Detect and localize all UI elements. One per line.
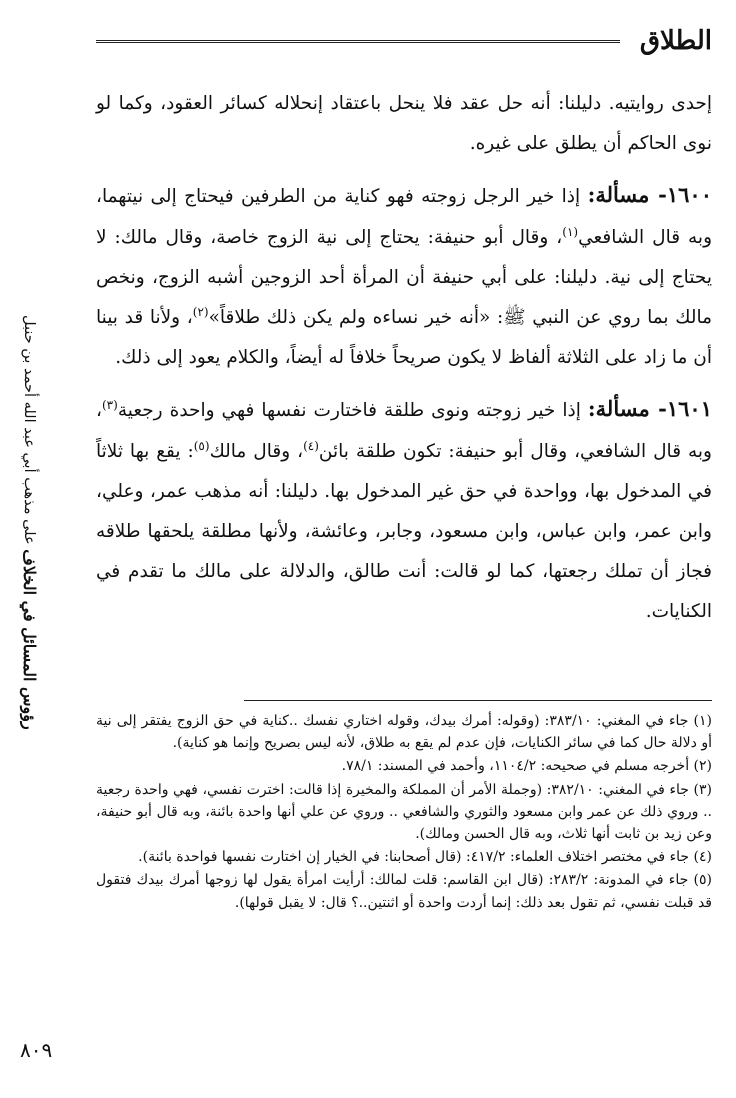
- running-header: [96, 24, 712, 58]
- footnote-ref-2[interactable]: (٢): [192, 304, 209, 319]
- header-rule: [96, 40, 620, 43]
- footnote-ref-5[interactable]: (٥): [193, 438, 210, 453]
- footnote-separator: [244, 700, 712, 701]
- issue-1600-text: ، وقال أبو حنيفة: يحتاج إلى نية الزوج خاصة، وقال مالك: لا يحتاج إلى نية. دليلنا: على أبي حنيفة أن المرأة أحد الزوجين أشبه الزوج، ونخص مالك بما روي عن النبي ﷺ: «أنه خير نساءه ولم يكن ذلك طلاقاً»: [96, 226, 713, 329]
- issue-1601-text: ، وقال مالك: [209, 440, 304, 462]
- footnote-ref-1[interactable]: (١): [562, 224, 579, 239]
- issue-1601-paragraph: [96, 389, 712, 632]
- issue-1601-text: ، وبه قال الشافعي، وقال أبو حنيفة: تكون طلقة بائن: [96, 400, 712, 462]
- issue-1601-text: إذا خير زوجته ونوى طلقة فاختارت نفسها فهي واحدة رجعية: [117, 400, 581, 422]
- issue-1600-paragraph: [96, 175, 712, 378]
- issue-1600-text: إذا خير الرجل زوجته فهو كناية من الطرفين فيحتاج إلى نيتهما، وبه قال الشافعي: [96, 186, 712, 248]
- main-text: [96, 84, 712, 633]
- footnote-5: (٥) جاء في المدونة: ٢٨٣/٢: (قال ابن القاسم: قلت لمالك: أرأيت امرأة يقول لها زوجها أمرك بيدك فتقول قد قبلت نفسي، ثم تقول بعد ذلك: إنما أردت واحدة أو اثنتين..؟ قال: لا يقبل قولها).: [96, 872, 713, 911]
- footnotes: [96, 710, 712, 915]
- book-title-side: [2, 315, 39, 730]
- issue-1600-text: ، ولأنا قد بينا أن ما زاد على الثلاثة ألفاظ لا يكون صريحاً خلافاً له أيضاً، والكلام يعود إلى ذلك.: [96, 307, 712, 369]
- footnote-ref-3[interactable]: (٣): [101, 398, 118, 413]
- footnote-1: (١) جاء في المغني: ٣٨٣/١٠: (وقوله: أمرك بيدك، وقوله اختاري نفسك ..كناية في حق الزوج يفتقر إلى نية أو دلالة حال كما في سائر الكنايات، فإن عدم لم يقع به طلاق، لأنه ليس بصريح وإنما هو كناية).: [96, 713, 712, 752]
- footnote-ref-4[interactable]: (٤): [303, 438, 319, 453]
- intro-paragraph: إحدى روايتيه. دليلنا: أنه حل عقد فلا ينحل باعتقاد إنحلاله كسائر العقود، وكما لو نوى الحاكم أن يطلق على غيره.: [96, 93, 712, 155]
- issue-1601-text: : يقع بها ثلاثاً في المدخول بها، وواحدة في حق غير المدخول بها. دليلنا: أنه مذهب عمر، وعلي، وابن عمر، وابن عباس، وابن مسعود، وجابر، وعائشة، ولأنها مطلقة يلحقها طلاقه فجاز أن تملك رجعتها، كما لو قالت: أنت طالق، والدلالة على مالك ما تقدم في الكنايات.: [96, 440, 712, 623]
- chapter-title: الطلاق: [639, 26, 712, 56]
- book-title-main: رؤوس المسائل في الخلاف: [20, 549, 39, 730]
- issue-1601-label: ١٦٠١- مسألة:: [587, 396, 712, 422]
- book-title-sub: على مذهب أبي عبد الله أحمد بن حنبل: [21, 315, 37, 545]
- footnote-4: (٤) جاء في مختصر اختلاف العلماء: ٤١٧/٢: (قال أصحابنا: في الخيار إن اختارت نفسها فواحدة بائنة).: [138, 849, 712, 866]
- footnote-2: (٢) أخرجه مسلم في صحيحه: ١١٠٤/٢، وأحمد في المسند: ٧٨/١.: [341, 758, 712, 775]
- page-number: ٨٠٩: [20, 1038, 53, 1062]
- issue-1600-label: ١٦٠٠- مسألة:: [587, 182, 712, 208]
- footnote-3: (٣) جاء في المغني: ٣٨٢/١٠: (وجملة الأمر أن المملكة والمخيرة إذا قالت: اخترت نفسي، فهي واحدة رجعية .. وروي ذلك عن عمر وابن مسعود والثوري والشافعي .. وروي عن علي أنها واحدة بائنة، وبه قال أبو حنيفة، وعن زيد بن ثابت أنها ثلاث، وبه قال الحسن ومالك).: [96, 781, 712, 843]
